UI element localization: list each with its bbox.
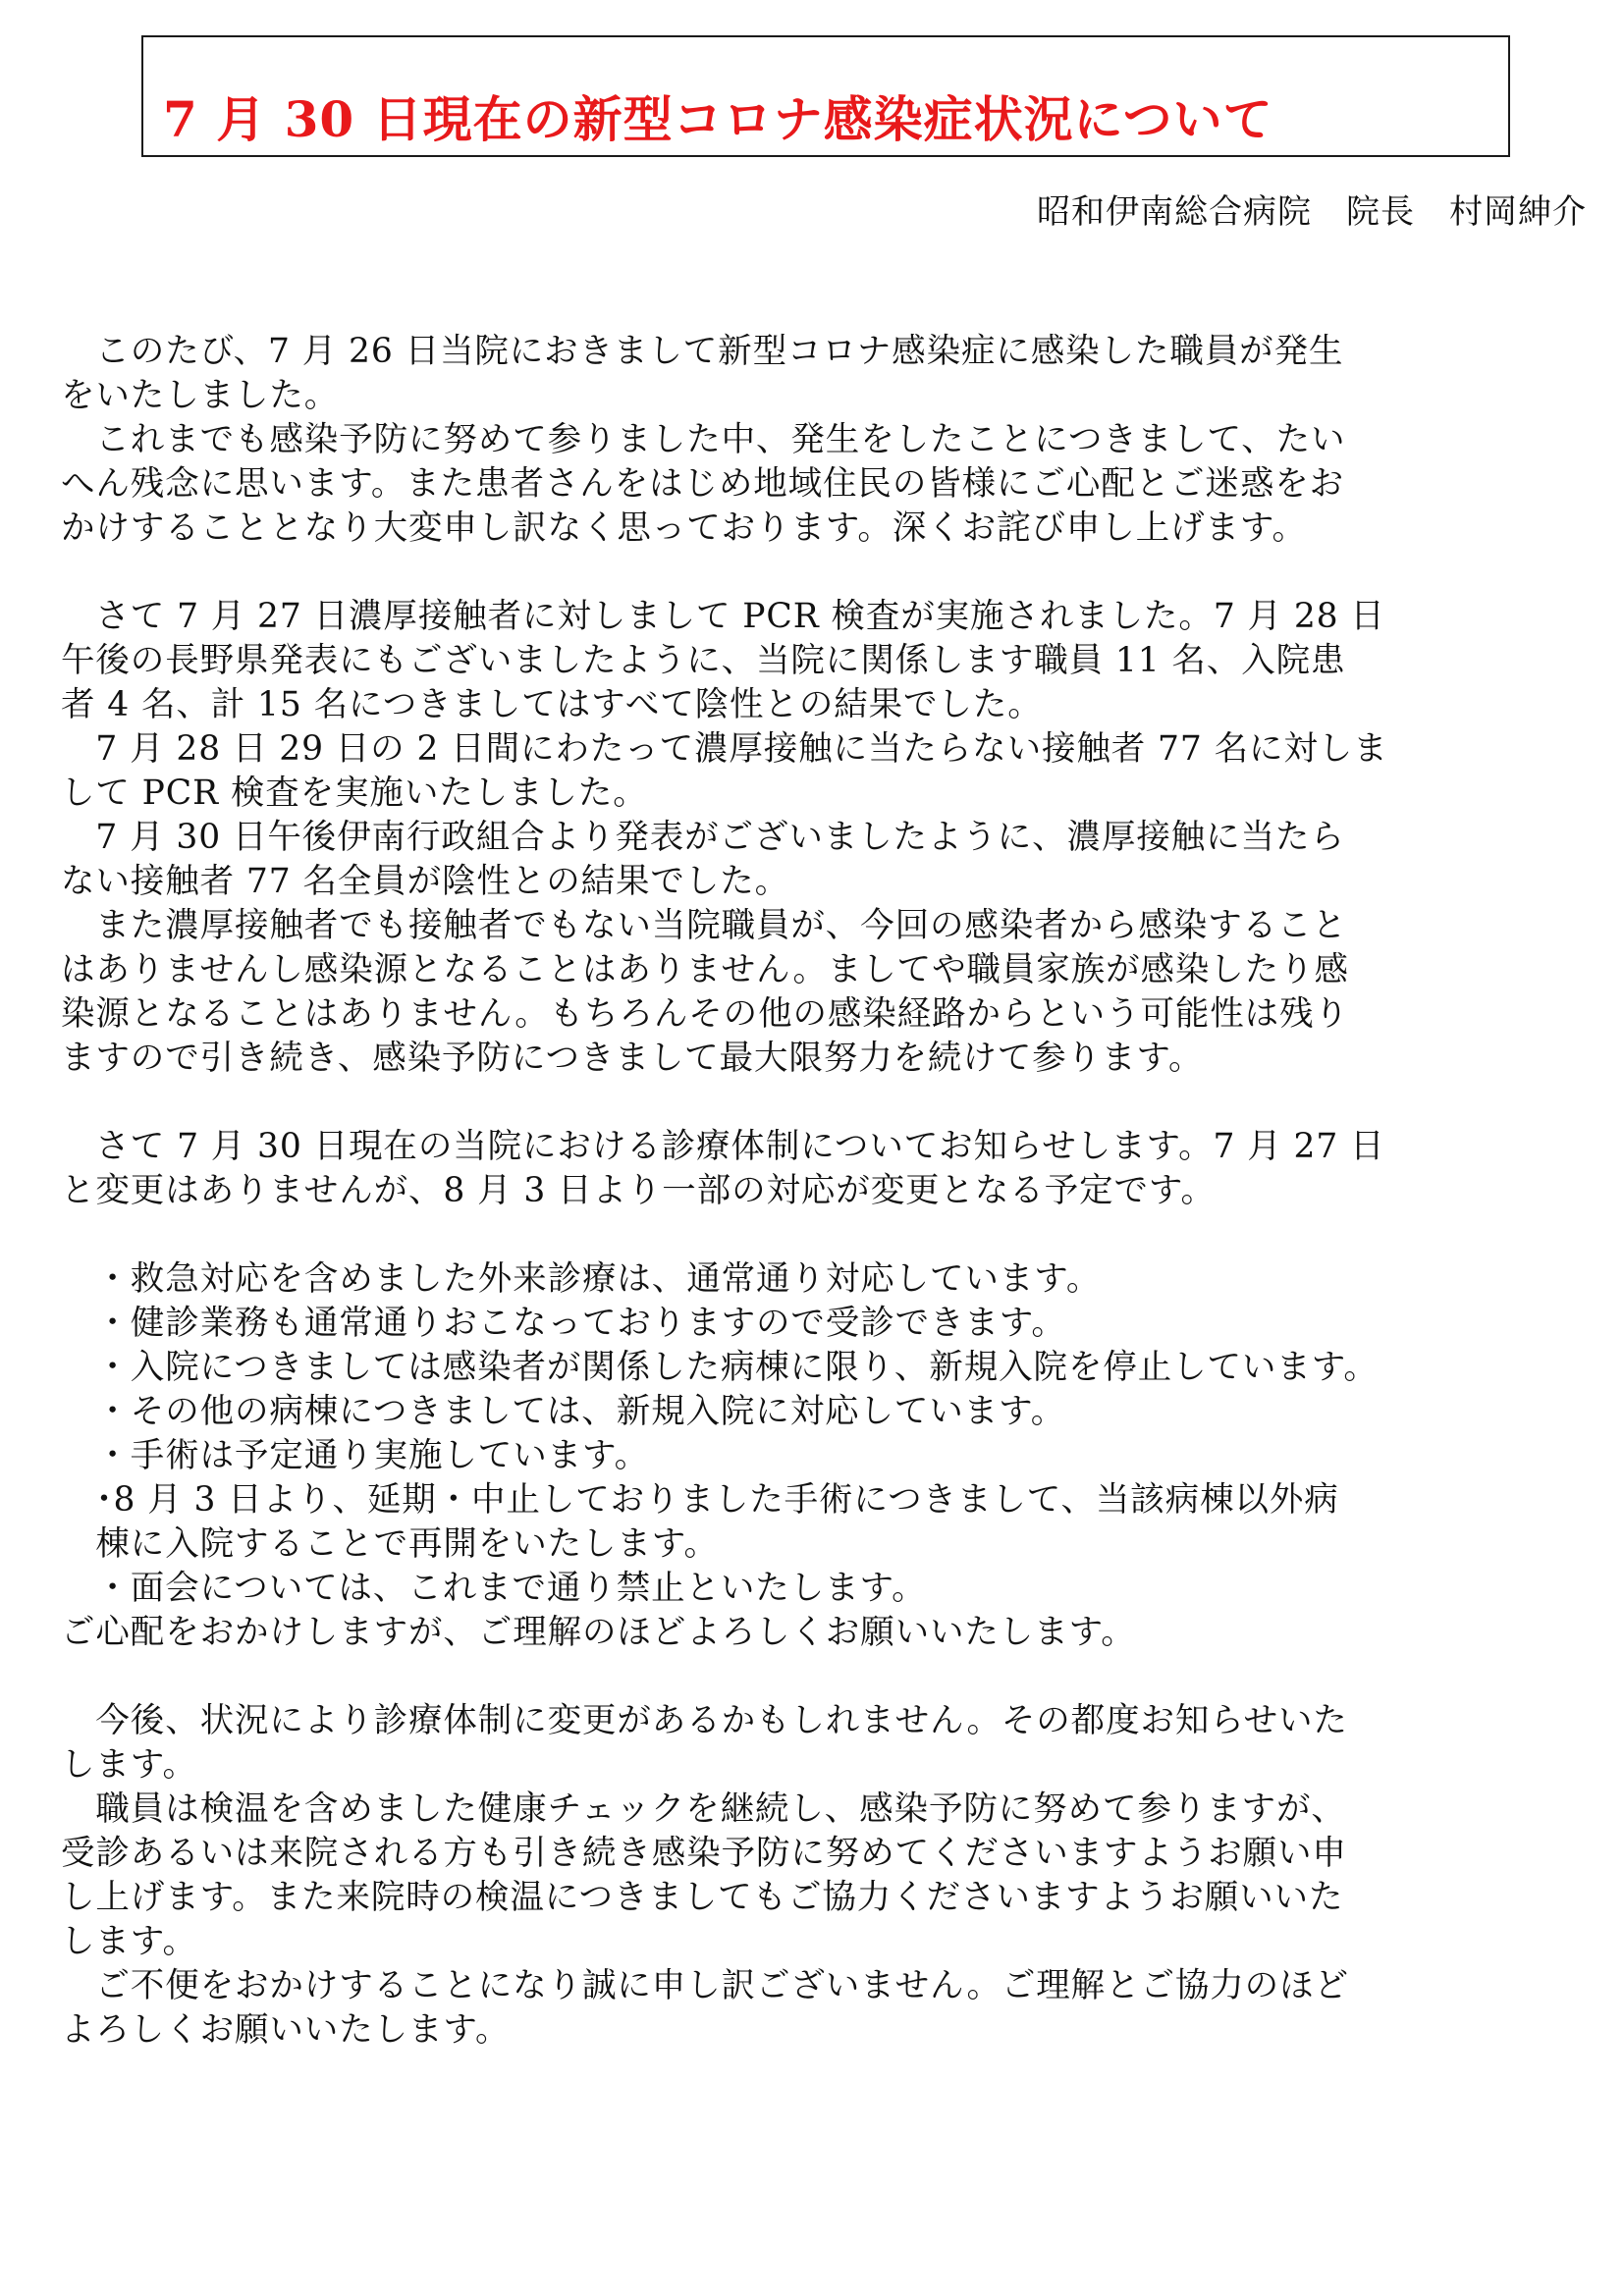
body-line: します。 — [61, 1745, 197, 1785]
body-line: はありませんし感染源となることはありません。ましてや職員家族が感染したり感 — [61, 950, 1349, 989]
paragraph-gap — [61, 551, 1583, 595]
paragraph-gap — [61, 1081, 1583, 1125]
body-line: 今後、状況により診療体制に変更があるかもしれません。その都度お知らせいた — [61, 1701, 1348, 1740]
body-line: よろしくお願いいたします。 — [61, 2010, 511, 2050]
document-title: 7 月 30 日現在の新型コロナ感染症状況について — [163, 90, 1273, 148]
body-line: ご心配をおかけしますが、ご理解のほどよろしくお願いいたします。 — [61, 1613, 1136, 1652]
body-line: ・面会については、これまで通り禁止といたします。 — [61, 1569, 927, 1608]
notice-body — [61, 330, 1583, 2053]
body-line: また濃厚接触者でも接触者でもない当院職員が、今回の感染者から感染すること — [61, 906, 1347, 945]
body-line: ますので引き続き、感染予防につきまして最大限努力を続けて参ります。 — [61, 1039, 1204, 1078]
body-line: と変更はありませんが、8 月 3 日より一部の対応が変更となる予定です。 — [61, 1171, 1216, 1210]
author-line: 昭和伊南総合病院 院長 村岡紳介 — [1037, 192, 1587, 232]
body-line: し上げます。また来院時の検温につきましてもご協力くださいますようお願いいた — [61, 1878, 1344, 1917]
body-line: 午後の長野県発表にもございましたように、当院に関係します職員 11 名、入院患 — [61, 641, 1346, 680]
body-line: ・入院につきましては感染者が関係した病棟に限り、新規入院を停止しています。 — [61, 1348, 1379, 1387]
body-line: 7 月 28 日 29 日の 2 日間にわたって濃厚接触に当たらない接触者 77 名に対しま — [61, 729, 1388, 769]
body-line: ・その他の病棟につきましては、新規入院に対応しています。 — [61, 1392, 1066, 1431]
body-line: ･8 月 3 日より、延期・中止しておりました手術につきまして、当該病棟以外病 — [61, 1480, 1339, 1520]
body-line: さて 7 月 30 日現在の当院における診療体制についてお知らせします。7 月 27 日 — [61, 1127, 1385, 1166]
body-line: へん残念に思います。また患者さんをはじめ地域住民の皆様にご心配とご迷惑をお — [61, 464, 1345, 504]
body-line: ・手術は予定通り実施しています。 — [61, 1436, 650, 1475]
paragraph-gap — [61, 1213, 1583, 1257]
body-line: 染源となることはありません。もちろんその他の感染経路からという可能性は残り — [61, 994, 1349, 1034]
body-line: 棟に入院することで再開をいたします。 — [61, 1524, 719, 1564]
body-line: ・健診業務も通常通りおこなっておりますので受診できます。 — [61, 1304, 1066, 1343]
body-line: 者 4 名、計 15 名につきましてはすべて陰性との結果でした。 — [61, 685, 1043, 724]
paragraph-gap — [61, 1655, 1583, 1699]
body-line: ・救急対応を含めました外来診療は、通常通り対応しています。 — [61, 1259, 1102, 1299]
body-line: をいたしました。 — [61, 376, 340, 415]
body-line: 受診あるいは来院される方も引き続き感染予防に努めてくださいますようお願い申 — [61, 1834, 1347, 1873]
body-line: します。 — [61, 1922, 197, 1961]
body-line: 7 月 30 日午後伊南行政組合より発表がございましたように、濃厚接触に当たら — [61, 818, 1345, 857]
body-line: これまでも感染予防に努めて参りました中、発生をしたことにつきまして、たい — [61, 420, 1346, 459]
body-line: さて 7 月 27 日濃厚接触者に対しまして PCR 検査が実施されました。7 月 28 日 — [61, 597, 1385, 636]
body-line: かけすることとなり大変申し訳なく思っております。深くお詫び申し上げます。 — [61, 508, 1307, 548]
body-line: ご不便をおかけすることになり誠に申し訳ございません。ご理解とご協力のほど — [61, 1966, 1349, 2005]
body-line: このたび、7 月 26 日当院におきまして新型コロナ感染症に感染した職員が発生 — [61, 332, 1344, 371]
body-line: して PCR 検査を実施いたしました。 — [61, 774, 648, 813]
body-line: ない接触者 77 名全員が陰性との結果でした。 — [61, 862, 790, 901]
body-line: 職員は検温を含めました健康チェックを継続し、感染予防に努めて参りますが、 — [61, 1789, 1346, 1829]
